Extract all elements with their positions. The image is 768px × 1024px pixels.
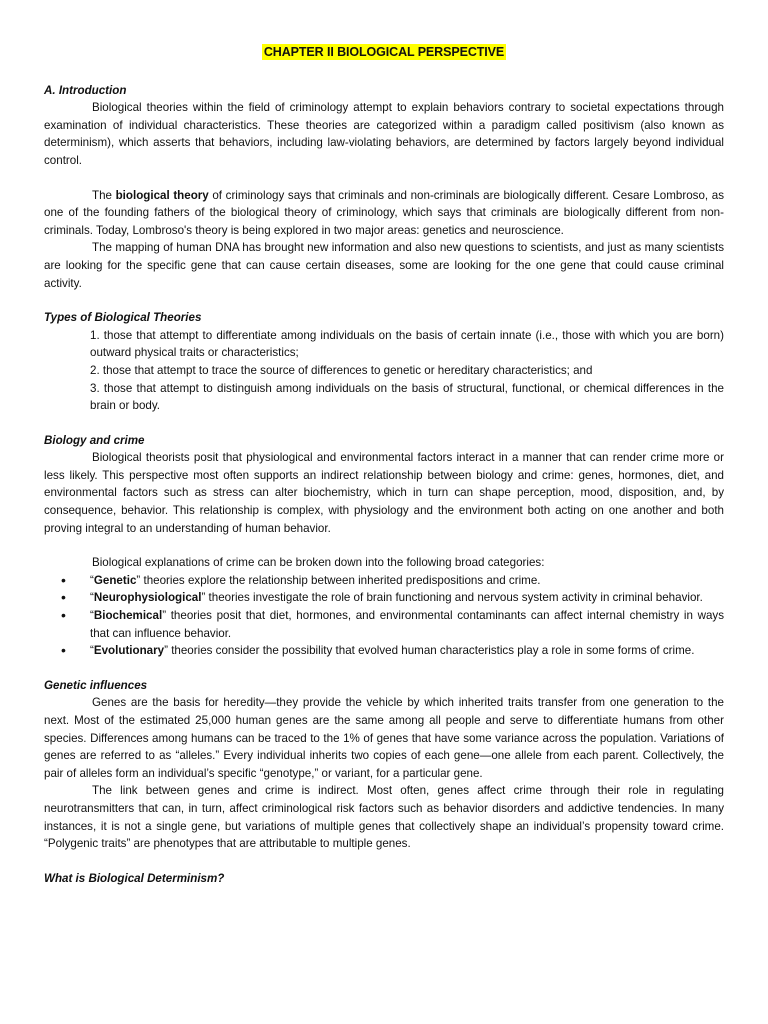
bullet-icon: • [61,589,66,606]
biology-crime-paragraph-2: Biological explanations of crime can be broken down into the following broad categories: [92,556,545,570]
determinism-heading: What is Biological Determinism? [44,871,225,885]
section-genetic-influences [44,677,724,853]
bullet-icon: • [61,607,66,624]
intro-p2-lead: The [92,188,116,202]
types-item-1: 1. those that attempt to differentiate among individuals on the basis of certain innate (i.e., those with which you are born) outward physical traits or characteristics; [90,328,724,360]
category-term: Biochemical [93,609,163,623]
bullet-icon: • [61,571,66,588]
biological-theory-term: biological theory [115,188,209,202]
types-heading: Types of Biological Theories [44,311,202,325]
intro-paragraph-1: Biological theories within the field of criminology attempt to explain behaviors contrary to societal expectations through examination of individual characteristics. These theories are categorized within a paradigm called positivism (also known as determinism), which asserts that behaviors, including law-violating behaviors, are determined by factors largely beyond individual control. [44,101,724,167]
category-term: Neurophysiological [93,591,202,605]
bullet-icon: • [61,642,66,659]
biology-crime-paragraph-1: Biological theorists posit that physiological and environmental factors interact in a manner that can render crime more or less likely. This perspective most often supports an indirect relationship between biology and crime: genes, hormones, diet, and environmental factors such as stress can alter biochemistry, which in turn can shape perception, mood, disposition, and, by consequence, behavior. This relationship is complex, with physiology and the environment both acting on one another and both proving integral to an understanding of human behavior. [44,451,724,535]
biology-crime-heading: Biology and crime [44,433,145,447]
section-types [44,309,724,415]
list-item: • “Biochemical” theories posit that diet, hormones, and environmental contaminants can affect internal chemistry in ways that can influence behavior. [61,607,724,640]
title-block [44,44,724,62]
intro-paragraph-3: The mapping of human DNA has brought new information and also new questions to scientists, and just as many scientists are looking for the specific gene that can cause certain diseases, some are looking for the one gene that could cause criminal activity. [44,241,724,290]
types-item-3: 3. those that attempt to distinguish among individuals on the basis of structural, functional, or chemical differences in the brain or body. [90,381,724,413]
chapter-title: CHAPTER II BIOLOGICAL PERSPECTIVE [263,45,505,59]
categories-list [44,572,724,660]
genetic-heading: Genetic influences [44,678,148,692]
types-item-2: 2. those that attempt to trace the source of differences to genetic or hereditary characteristics; and [90,363,593,377]
intro-paragraph-2 [44,187,724,240]
list-item: • “Evolutionary” theories consider the possibility that evolved human characteristics play a role in some forms of crime. [61,642,695,659]
category-term: Evolutionary [93,644,165,658]
intro-p2-rest: of criminology says that criminals and non-criminals are biologically different. Cesare Lombroso, as one of the founding fathers of the biological theory of criminology, which says that criminals are biologically different from non-criminals. Today, Lombroso's theory is being explored in two major areas: genetics and neuroscience. [44,188,724,237]
category-term: Genetic [93,573,137,587]
section-biology-crime [44,432,724,660]
section-introduction [44,82,724,293]
list-item: • “Genetic” theories explore the relationship between inherited predispositions and crime. [61,571,541,588]
intro-heading: A. Introduction [44,83,127,97]
list-item: • “Neurophysiological” theories investigate the role of brain functioning and nervous system activity in criminal behavior. [61,589,703,606]
section-determinism [44,870,724,888]
genetic-paragraph-1: Genes are the basis for heredity—they provide the vehicle by which inherited traits transfer from one generation to the next. Most of the estimated 25,000 human genes are the same among all people and serve to differentiate humans from other species. Differences among humans can be traced to the 1% of genes that have some variance across the population. Variations of genes are referred to as “alleles.” Every individual inherits two copies of each gene—one allele from each parent. Collectively, the pair of alleles form an individual’s specific “genotype,” or variant, for a particular gene. [44,696,724,780]
genetic-paragraph-2: The link between genes and crime is indirect. Most often, genes affect crime through their role in regulating neurotransmitters that can, in turn, affect criminological risk factors such as behavior disorders and addictive tendencies. In many instances, it is not a single gene, but variations of multiple genes that collectively shape an individual’s propensity toward crime. “Polygenic traits” are phenotypes that are attributable to multiple genes. [44,784,724,851]
